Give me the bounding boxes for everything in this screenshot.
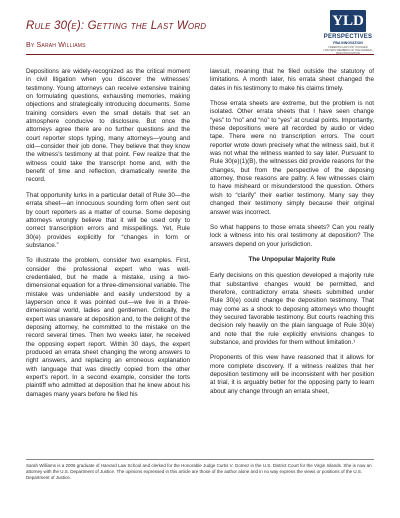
paragraph: That opportunity lurks in a particular detail of Rule 30—the errata sheet—an innocuous sounding form often sent out by court reporters as a matter of course. Some deposing attorneys wrongly believe that it will be used only to correct transcription errors and misspellings. Yet, Rule 30(e) provides explicitly for “changes in form or substance.” — [26, 191, 190, 249]
article-title: Rule 30(e): Getting the Last Word — [26, 20, 207, 32]
logo-mark: YLD — [330, 10, 366, 32]
author-footnote: Sarah Williams is a 2006 graduate of Harvard Law School and clerked for the Honorable Judge Curtis V. Gomez in the U.S. District Court for the Virgin Islands. She is now an attorney with the U.S. Department of Justice. The opinions expressed in this article are those of the author alone and in no way express the views or positions of the U.S. Department of Justice. — [26, 463, 372, 480]
logo-perspectives-text: PERSPECTIVES — [323, 34, 373, 40]
left-column — [26, 68, 190, 406]
paragraph: Proponents of this view have reasoned that it allows for more complete discovery. If a witness realizes that her deposition testimony will be inconsistent with her position at trial, it is arguably better for the opposing party to learn about any change through an errata sheet, — [210, 354, 374, 395]
byline: By Sarah Williams — [26, 42, 86, 49]
section-subheading: The Unpopular Majority Rule — [248, 255, 336, 263]
logo-tagline: FREEDOM LAW FOR YOUNGER LAWYERS MEMBERS OF THE FEDERAL BAR ASSOCIATION — [323, 46, 373, 55]
right-column — [210, 68, 374, 403]
yld-perspectives-logo — [322, 10, 374, 54]
paragraph: Those errata sheets are extreme, but the problem is not isolated. Other errata sheets that I have seen change “yes” to “no” and “no” to “yes” at crucial points. Importantly, these depositions were all recorded by audio or video tape. There were no transcription errors. The court reporter wrote down precisely what the witness said, but it was not what the witness wanted to say later. Pursuant to Rule 30(e)(1)(B), the witnesses did provide reasons for the changes, but from the perspective of the deposing attorney, those reasons are paltry. A few witnesses claim to have misheard or misunderstood the question. Others wish to “clarify” their earlier testimony. Many say they changed their testimony simply because their original answer was incorrect. — [210, 100, 374, 216]
paragraph: lawsuit, meaning that he filed outside the statutory of limitations. A month later, his errata sheet changed the dates in his testimony to make his claims timely. — [210, 68, 374, 92]
paragraph: To illustrate the problem, consider two examples. First, consider the professional expert who was well-credentialed, but he made a mistake, using a two-dimensional equation for a three-dimensional variable. The mistake was undeniable and easily understood by a layperson once it was pointed out—we live in a three-dimensional world, ladies and gentlemen. Critically, the expert was unaware at deposition and, to the delight of the deposing attorney, he committed to the mistake on the record several times. Then two weeks later, he received the opposing expert report. Within 30 days, the expert produced an errata sheet changing the wrong answers to right answers, and replacing an erroneous explanation with language that was directly copied from the other expert's report. In a second example, consider the torts plaintiff who admitted at deposition that he knew about his damages many years before he filed his — [26, 257, 190, 398]
paragraph: Early decisions on this question developed a majority rule that substantive changes would be permitted, and therefore, contradictory errata sheets submitted under Rule 30(e) could change the deposition testimony. That may come as a shock to deposing attorneys who thought they secured favorable testimony. But courts reaching this decision rely heavily on the plain language of Rule 30(e) and note that the rule explicitly envisions changes to substance, and provides for them without limitation.¹ — [210, 272, 374, 346]
logo-fba-text: FBA INNOVATION — [333, 41, 363, 45]
paragraph: Depositions are widely-recognized as the critical moment in civil litigation when you discover the witnesses' testimony. Young attorneys can receive extensive training on formulating questions, exhausting memories, making objections and strategically introducing documents. Some training considers even the small details that set an atmosphere conducive to disclosure. But once the attorneys agree there are no further questions and the court reporter stops typing, many attorneys—young and old—consider their job done. They believe that they know the witness's testimony at that point. Few realize that the witness could take the transcript home and, with the benefit of time and reflection, dramatically rewrite the record. — [26, 68, 190, 184]
paragraph: So what happens to those errata sheets? Can you really lock a witness into his oral testimony at deposition? The answers depend on your jurisdiction. — [210, 223, 374, 248]
footnote-divider — [26, 459, 374, 460]
